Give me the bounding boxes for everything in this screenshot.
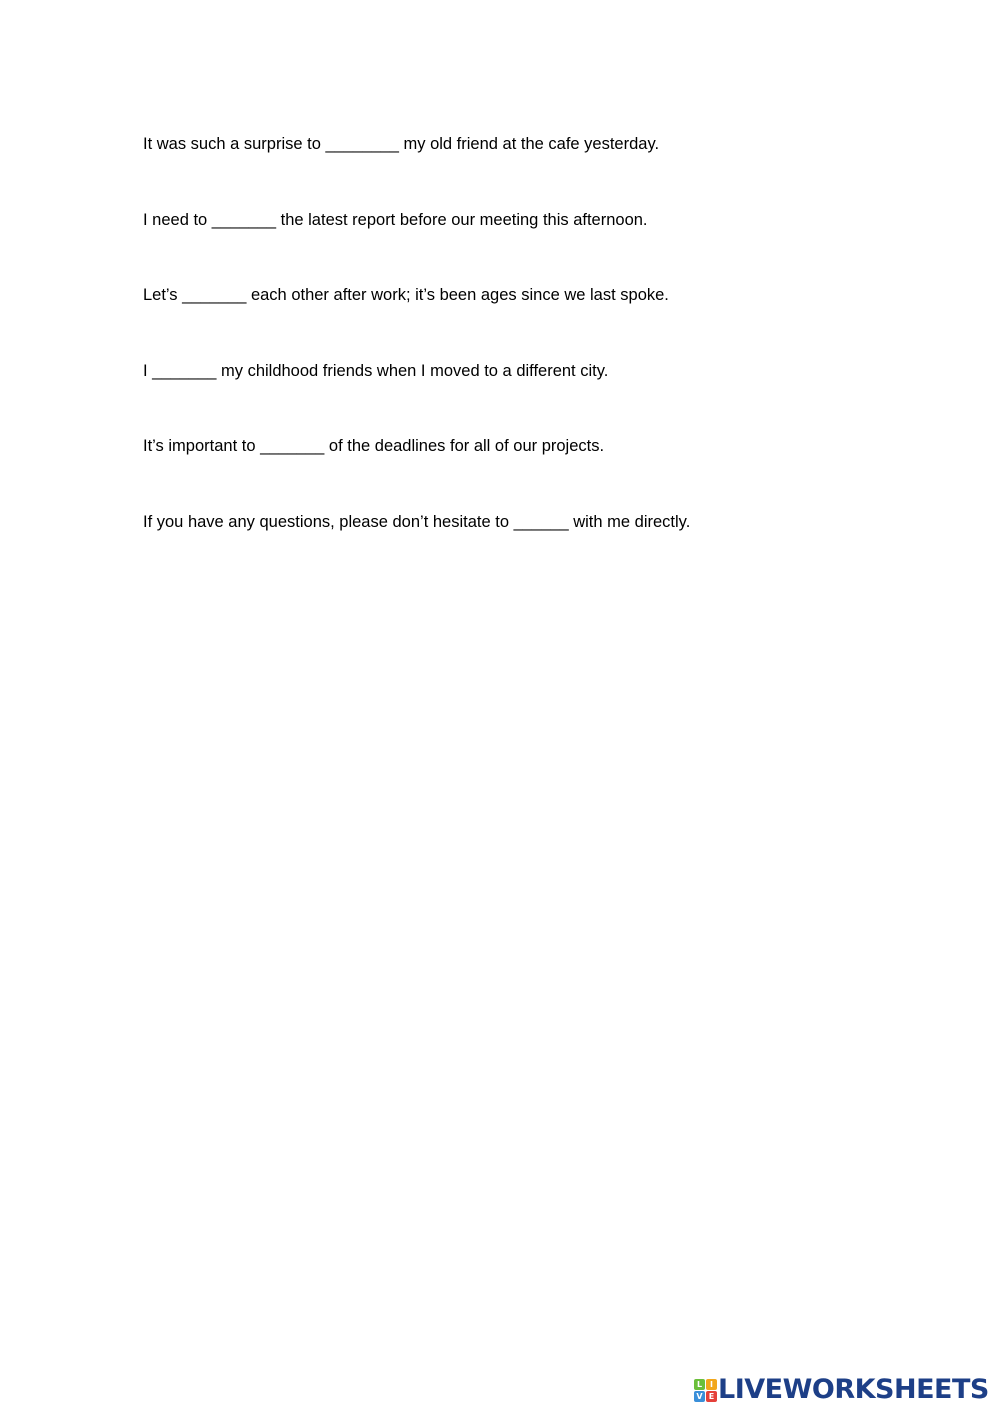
- sentence-1: It was such a surprise to ________ my old friend at the cafe yesterday.: [143, 135, 660, 153]
- worksheet-body: [143, 132, 903, 586]
- liveworksheets-brand: [694, 1375, 989, 1405]
- sentence-6: If you have any questions, please don’t hesitate to ______ with me directly.: [143, 512, 691, 531]
- sentence-2: I need to _______ the latest report before our meeting this afternoon.: [143, 210, 648, 229]
- logo-letter-e: E: [706, 1391, 717, 1402]
- sentence-3: Let’s _______ each other after work; it’s been ages since we last spoke.: [143, 286, 669, 305]
- liveworksheets-logo-icon: [694, 1379, 716, 1401]
- sentence-5: It’s important to _______ of the deadlines for all of our projects.: [143, 437, 605, 456]
- logo-letter-v: V: [694, 1391, 705, 1402]
- brand-name: LIVEWORKSHEETS: [718, 1374, 989, 1405]
- sentence-4: I _______ my childhood friends when I moved to a different city.: [143, 361, 609, 380]
- logo-letter-i: I: [706, 1379, 717, 1390]
- logo-letter-l: L: [694, 1379, 705, 1390]
